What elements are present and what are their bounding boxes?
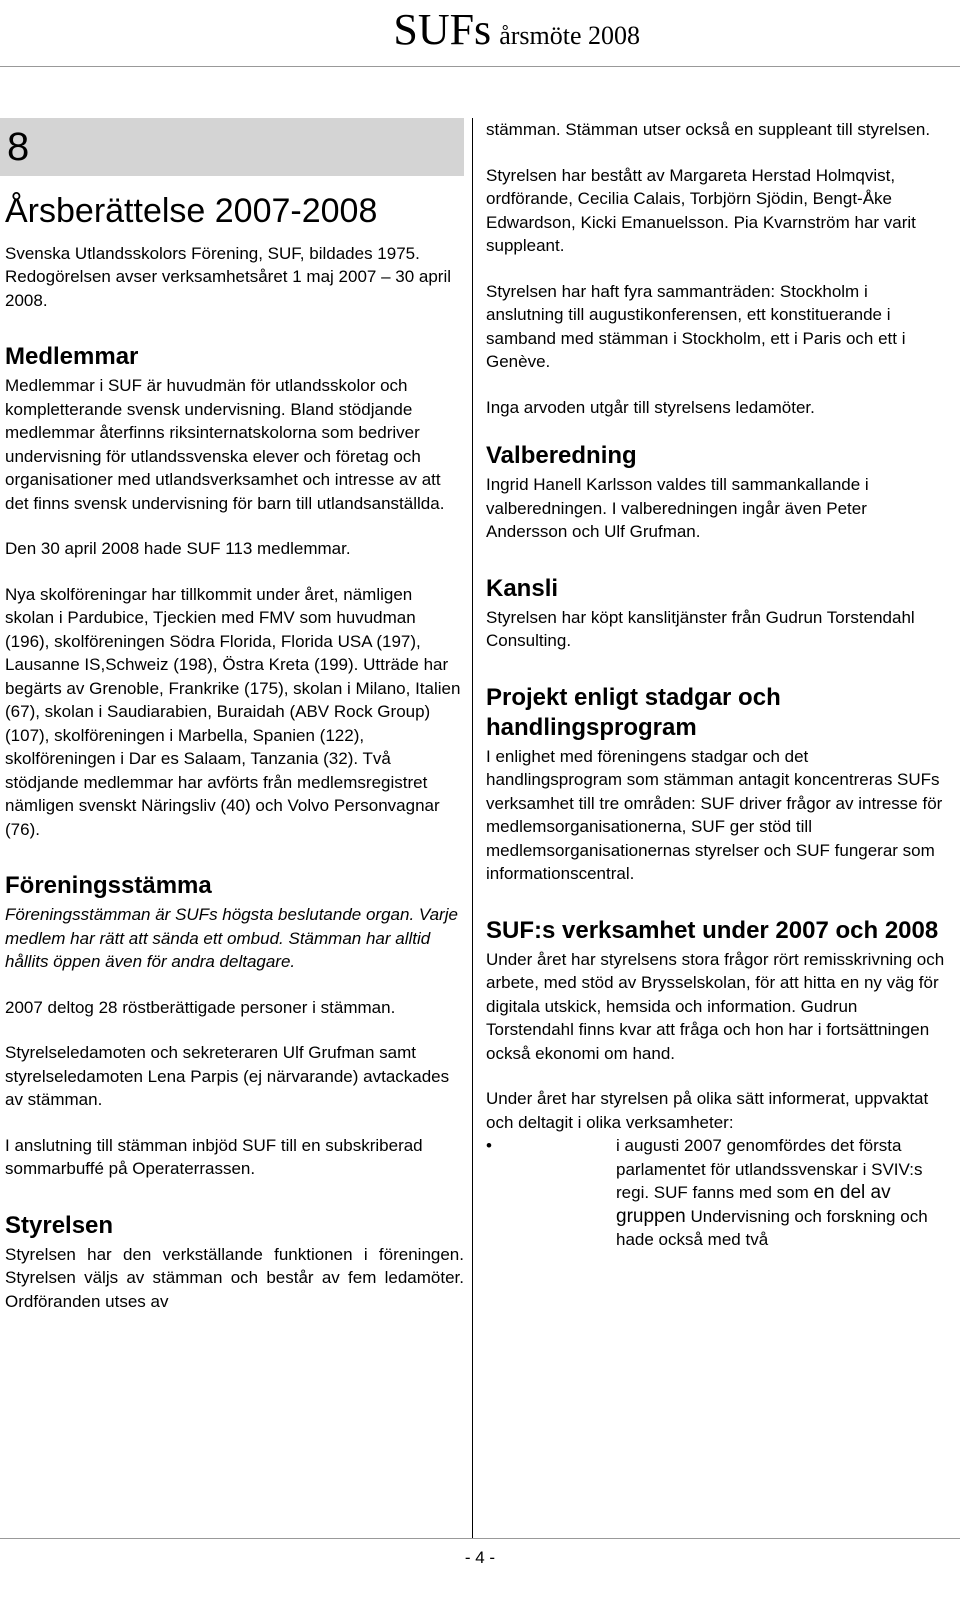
heading-kansli: Kansli: [486, 574, 559, 602]
bullet-text-c: Undervisning och forskning och hade också med två: [616, 1206, 928, 1249]
heading-medlemmar: Medlemmar: [5, 343, 139, 371]
stamma-paragraph-4: I anslutning till stämman inbjöd SUF till en subskriberad sommarbuffé på Operaterrassen.: [5, 1135, 423, 1179]
styrelsen-paragraph-4: Inga arvoden utgår till styrelsens ledamöter.: [486, 397, 815, 417]
list-item: [486, 1134, 946, 1252]
verksamhet-paragraph-2: Under året har styrelsen på olika sätt informerat, uppvaktat och deltagit i olika verksamheter:: [486, 1089, 929, 1132]
chapter-title: Årsberättelse 2007-2008: [5, 192, 378, 230]
footer-rule: [0, 1538, 960, 1539]
page-header: [0, 0, 960, 70]
header-brand: SUFs: [393, 5, 492, 54]
header-rule: [0, 66, 960, 67]
stamma-paragraph-3: Styrelseledamoten och sekreteraren Ulf Grufman samt styrelseledamoten Lena Parpis (ej närvarande) avtackades av stämman.: [5, 1043, 450, 1110]
kansli-paragraph: Styrelsen har köpt kanslitjänster från Gudrun Torstendahl Consulting.: [486, 607, 915, 650]
medlemmar-paragraph-1: Medlemmar i SUF är huvudmän för utlandsskolor och kompletterande svensk undervisning. Bland stödjande medlemmar återfinns riksinternatskolorna som bedriver undervisning för utlandssvenska elever och företag och organisationer med utlandsverksamhet och intresse av att det finns svensk undervisning för barn till utlandsanställda.: [5, 376, 445, 513]
header-subtitle: årsmöte 2008: [499, 21, 640, 50]
verksamhet-paragraph-1: Under året har styrelsens stora frågor rört remisskrivning och arbete, med stöd av Brysselskolan, för att hitta en ny väg för digitala utskick, hemsida och information. Gudrun Torstendahl finns kvar att fråga och hon har i fortsättningen också ekonomi om hand.: [486, 949, 945, 1063]
intro-paragraph: Svenska Utlandsskolors Förening, SUF, bildades 1975. Redogörelsen avser verksamhetsåret 1 maj 2007 – 30 april 2008.: [5, 243, 452, 310]
styrelsen-continued: stämman. Stämman utser också en suppleant till styrelsen.: [486, 120, 931, 139]
heading-verksamhet: SUF:s verksamhet under 2007 och 2008: [486, 916, 939, 944]
activity-list: [486, 1134, 946, 1252]
medlemmar-paragraph-3: Nya skolföreningar har tillkommit under året, nämligen skolan i Pardubice, Tjeckien med FMV som huvudman (196), skolföreningen Södra Florida, Florida USA (197), Lausanne IS,Schweiz (198), Östra Kreta (199). Utträde har begärts av Grenoble, Frankrike (175), skolan i Milano, Italien (67), skolan i Saudiarabien, Buraidah (ABV Rock Group) (107), skolföreningen i Marbella, Spanien (122), skolföreningen i Dar es Salaam, Tanzania (32). Två stödjande medlemmar har avförts från medlemsregistret nämligen svenskt Näringsliv (40) och Volvo Personvagnar (76).: [5, 584, 461, 839]
chapter-number: 8: [7, 125, 30, 169]
bullet-text-a: i augusti 2007 genomfördes det första parlamentet för utlandssvenskar i SVIV:s regi. SUF fanns med som: [616, 1136, 923, 1202]
heading-foreningsstamma: Föreningsstämma: [5, 872, 212, 900]
page-number: - 4 -: [464, 1548, 496, 1567]
heading-valberedning: Valberedning: [486, 442, 637, 469]
styrelsen-paragraph-3: Styrelsen har haft fyra sammanträden: Stockholm i anslutning till augustikonferensen, ett konstituerande i samband med stämman i Stockholm, ett i Paris och ett i Genève.: [486, 281, 906, 371]
header-title: [393, 4, 640, 55]
heading-styrelsen: Styrelsen: [5, 1211, 114, 1239]
styrelsen-paragraph-1: Styrelsen har den verkställande funktionen i föreningen. Styrelsen väljs av stämman och består av fem ledamöter. Ordföranden utses av: [5, 1244, 464, 1311]
styrelsen-paragraph-2: Styrelsen har bestått av Margareta Herstad Holmqvist, ordförande, Cecilia Calais, Torbjörn Sjödin, Bengt-Åke Edwardson, Kicki Emanuelsson. Pia Kvarnström har varit suppleant.: [486, 165, 916, 255]
left-column: [5, 118, 464, 1313]
valberedning-paragraph: Ingrid Hanell Karlsson valdes till sammankallande i valberedningen. I valberedningen ingår även Peter Andersson och Ulf Grufman.: [486, 475, 869, 541]
stamma-paragraph-1: Föreningsstämman är SUFs högsta beslutande organ. Varje medlem har rätt att sända ett ombud. Stämman har alltid hållits öppen även för andra deltagare.: [5, 905, 458, 972]
projekt-paragraph: I enlighet med föreningens stadgar och det handlingsprogram som stämman antagit koncentreras SUFs verksamhet till tre områden: SUF driver frågor av intresse för medlemsorganisationerna, SUF ger stöd till medlemsorganisationernas styrelser och SUF fungerar som informationscentral.: [486, 746, 943, 883]
right-column: [486, 118, 946, 1252]
bullet-text-b: en del av gruppen: [616, 1182, 891, 1227]
column-divider: [472, 118, 473, 1538]
chapter-box: [0, 118, 464, 176]
medlemmar-paragraph-2: Den 30 april 2008 hade SUF 113 medlemmar.: [5, 539, 351, 559]
stamma-paragraph-2: 2007 deltog 28 röstberättigade personer i stämman.: [5, 997, 396, 1017]
heading-projekt: Projekt enligt stadgar och handlingsprogram: [486, 683, 781, 741]
